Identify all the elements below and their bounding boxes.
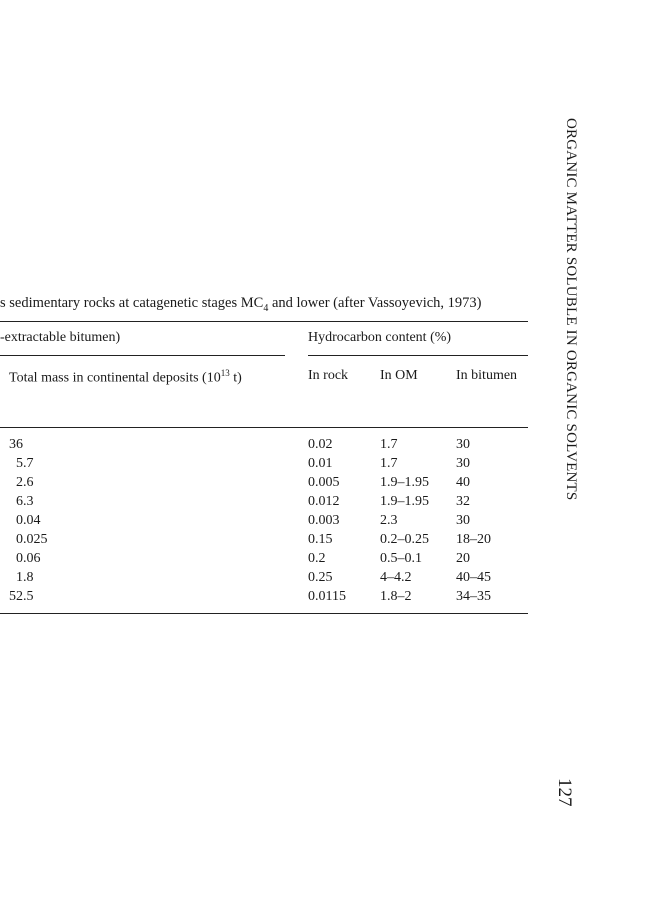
table-caption [0,295,560,314]
cell-in-om: 1.9–1.95 [380,494,429,509]
cell-in-om: 2.3 [380,513,398,528]
cell-in-om: 1.8–2 [380,589,412,604]
cell-in-bitumen: 30 [456,456,470,471]
cell-in-rock: 0.012 [308,494,340,509]
cell-in-bitumen: 30 [456,513,470,528]
cell-in-om: 0.2–0.25 [380,532,429,547]
cell-in-bitumen: 18–20 [456,532,491,547]
cell-in-bitumen: 40 [456,475,470,490]
cell-total-mass: 52.5 [9,589,34,604]
cell-total-mass: 0.06 [16,551,41,566]
cell-in-rock: 0.01 [308,456,333,471]
cell-in-om: 4–4.2 [380,570,412,585]
cell-in-rock: 0.005 [308,475,340,490]
caption-subscript: 4 [263,302,269,314]
header-bottom-rule [0,427,528,428]
group-rule-left [0,355,285,356]
page-number: 127 [554,778,575,807]
cell-total-mass: 0.025 [16,532,48,547]
cell-total-mass: 5.7 [16,456,34,471]
cell-in-rock: 0.15 [308,532,333,547]
total-mass-label: Total mass in continental deposits (10 [9,370,221,386]
running-head: ORGANIC MATTER SOLUBLE IN ORGANIC SOLVENTS [563,118,579,501]
caption-text: s sedimentary rocks at catagenetic stages MC [0,295,264,311]
cell-in-bitumen: 32 [456,494,470,509]
cell-total-mass: 1.8 [16,570,34,585]
cell-in-om: 1.9–1.95 [380,475,429,490]
cell-total-mass: 36 [9,437,23,452]
column-header-in-rock: In rock [308,368,349,383]
group-rule-right [308,355,528,356]
caption-text-rest: and lower (after Vassoyevich, 1973) [268,295,482,311]
cell-total-mass: 2.6 [16,475,34,490]
cell-in-rock: 0.02 [308,437,333,452]
cell-total-mass: 0.04 [16,513,41,528]
group-header-hydrocarbon: Hydrocarbon content (%) [308,330,452,345]
cell-in-om: 0.5–0.1 [380,551,422,566]
cell-in-bitumen: 20 [456,551,470,566]
cell-in-rock: 0.003 [308,513,340,528]
cell-in-bitumen: 40–45 [456,570,491,585]
cell-total-mass: 6.3 [16,494,34,509]
column-header-in-bitumen: In bitumen [456,368,518,383]
table-top-rule [0,321,528,322]
cell-in-rock: 0.25 [308,570,333,585]
total-mass-exponent: 13 [220,368,230,378]
cell-in-om: 1.7 [380,437,398,452]
cell-in-rock: 0.0115 [308,589,346,604]
cell-in-om: 1.7 [380,456,398,471]
table-bottom-rule [0,613,528,614]
total-mass-unit: t) [229,370,242,386]
cell-in-bitumen: 30 [456,437,470,452]
cell-in-bitumen: 34–35 [456,589,491,604]
column-header-total-mass [9,368,242,387]
group-header-bitumen: -extractable bitumen) [0,330,121,345]
cell-in-rock: 0.2 [308,551,326,566]
column-header-in-om: In OM [380,368,418,383]
